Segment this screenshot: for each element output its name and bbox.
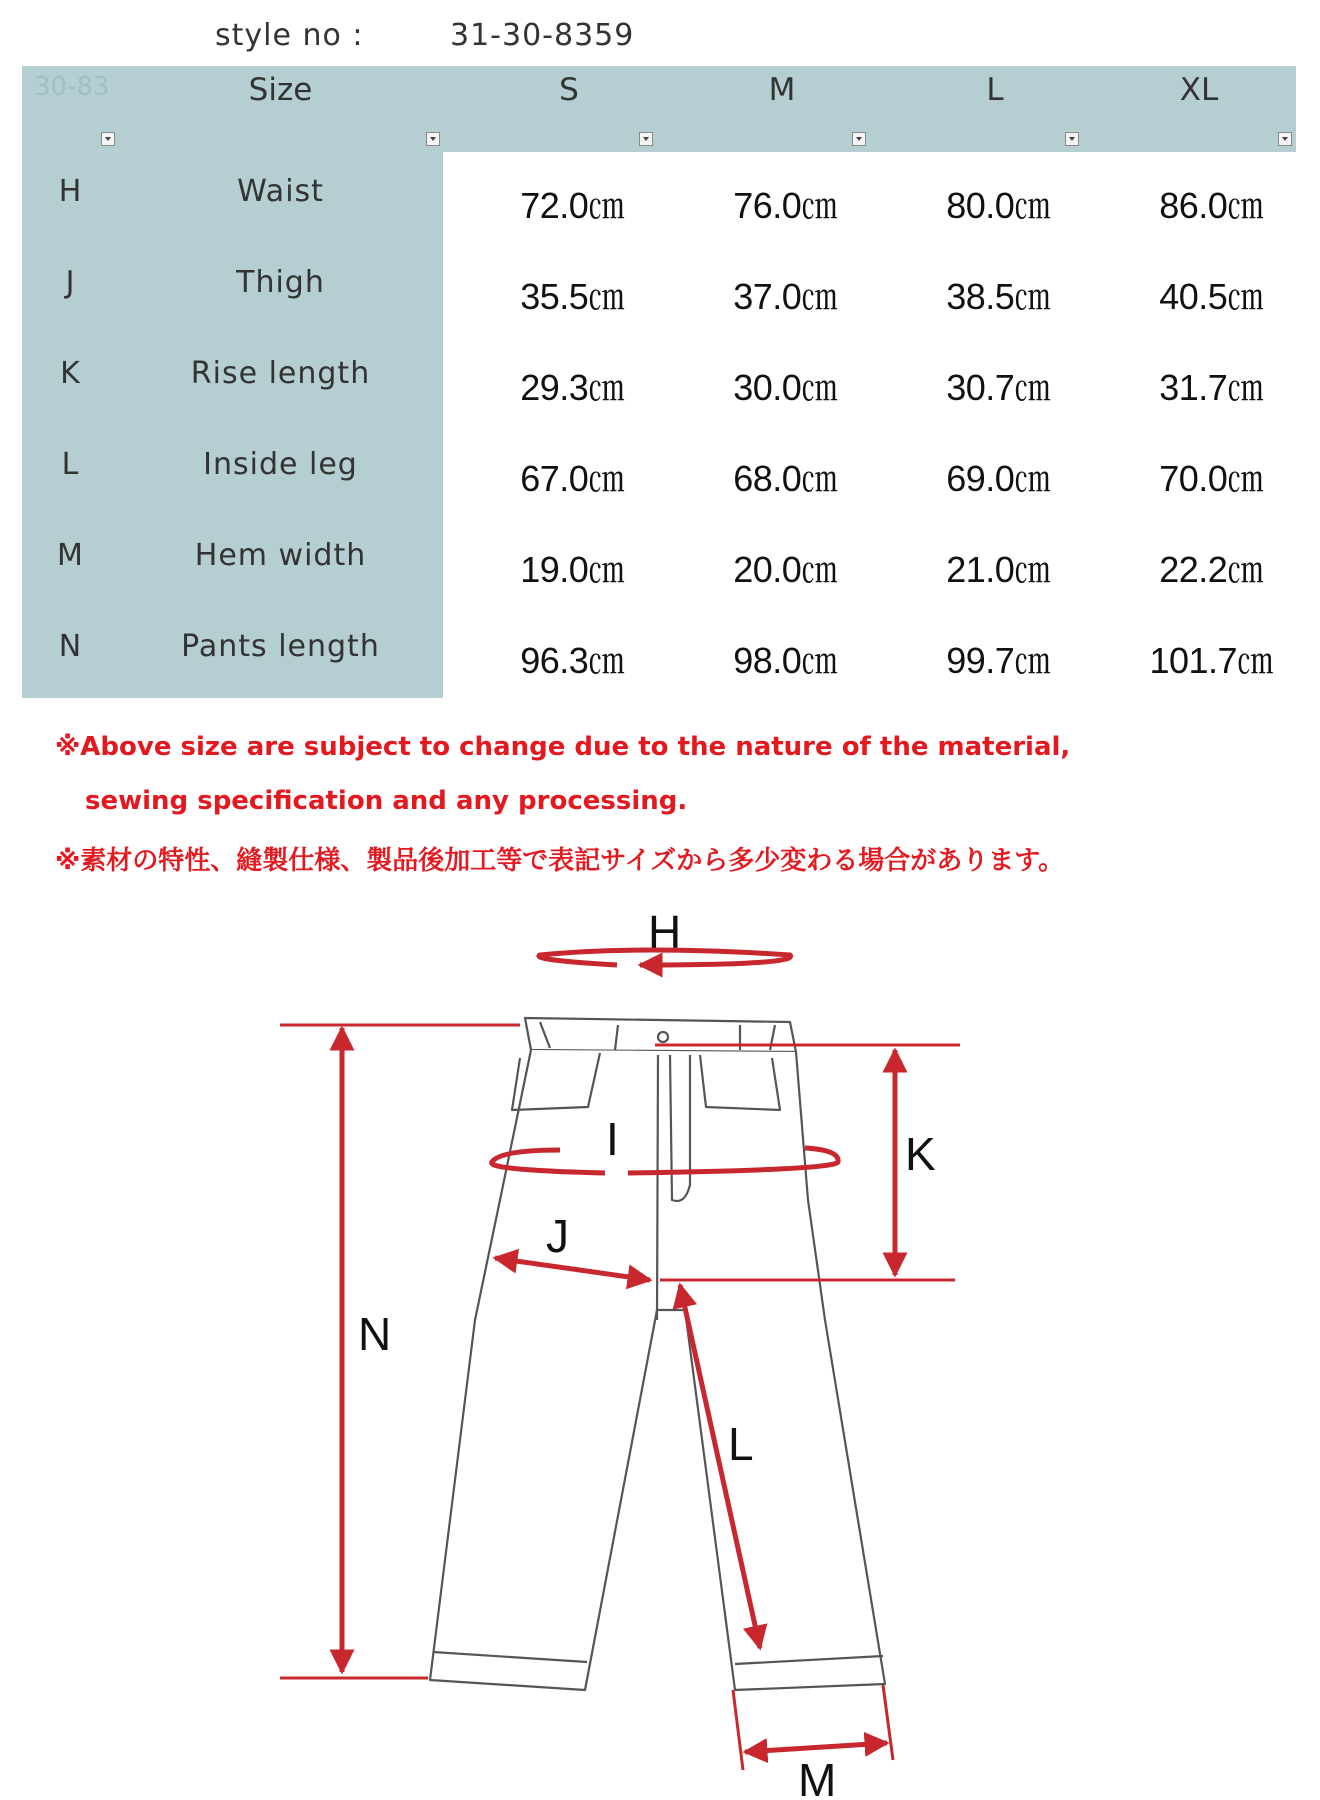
row-code: H <box>58 174 82 209</box>
cell-value: 76.0㎝ <box>733 185 837 226</box>
row-code: N <box>58 629 82 664</box>
header-size-s: S <box>559 72 579 108</box>
cell-value: 80.0㎝ <box>946 185 1050 226</box>
row-label: Waist <box>237 174 324 209</box>
row-code: M <box>57 538 83 573</box>
filter-dropdown-icon[interactable] <box>101 132 115 146</box>
style-number-value: 31-30-8359 <box>450 18 635 53</box>
table-row <box>22 243 1296 334</box>
diagram-label-l: L <box>728 1418 754 1470</box>
cell-value: 96.3㎝ <box>520 640 624 681</box>
disclaimer-jp: ※素材の特性、縫製仕様、製品後加工等で表記サイズから多少変わる場合があります。 <box>55 846 1065 876</box>
row-code: K <box>60 356 80 391</box>
cell-value: 67.0㎝ <box>520 458 624 499</box>
cell-value: 37.0㎝ <box>733 276 837 317</box>
cell-value: 30.7㎝ <box>946 367 1050 408</box>
cell-value: 38.5㎝ <box>946 276 1050 317</box>
row-label: Inside leg <box>203 447 358 482</box>
cell-value: 22.2㎝ <box>1159 549 1263 590</box>
header-corner-text: 30-83 <box>34 72 110 102</box>
cell-value: 20.0㎝ <box>733 549 837 590</box>
cell-value: 101.7㎝ <box>1149 640 1273 681</box>
row-label: Hem width <box>194 538 367 573</box>
row-label: Thigh <box>236 265 325 300</box>
disclaimer-en-line1: ※Above size are subject to change due to the nature of the material, <box>55 732 1071 762</box>
filter-dropdown-icon[interactable] <box>1065 132 1079 146</box>
size-table <box>22 66 1296 698</box>
row-code: J <box>65 265 75 300</box>
header-size-m: M <box>768 72 796 108</box>
filter-dropdown-icon[interactable] <box>426 132 440 146</box>
cell-value: 86.0㎝ <box>1159 185 1263 226</box>
table-row <box>22 334 1296 425</box>
filter-dropdown-icon[interactable] <box>639 132 653 146</box>
pants-measurement-diagram <box>0 900 1320 1800</box>
row-code: L <box>61 447 79 482</box>
style-number-row <box>0 18 1320 58</box>
cell-value: 21.0㎝ <box>946 549 1050 590</box>
header-size-label: Size <box>248 72 313 108</box>
diagram-label-n: N <box>358 1308 392 1360</box>
cell-value: 68.0㎝ <box>733 458 837 499</box>
diagram-label-k: K <box>905 1128 936 1180</box>
diagram-label-i: I <box>606 1113 619 1165</box>
cell-value: 29.3㎝ <box>520 367 624 408</box>
pants-outline <box>430 1018 885 1690</box>
cell-value: 69.0㎝ <box>946 458 1050 499</box>
diagram-label-j: J <box>546 1210 569 1262</box>
disclaimer-en-line2: sewing specification and any processing. <box>85 786 688 816</box>
cell-value: 70.0㎝ <box>1159 458 1263 499</box>
cell-value: 35.5㎝ <box>520 276 624 317</box>
cell-value: 31.7㎝ <box>1159 367 1263 408</box>
table-row <box>22 425 1296 516</box>
filter-dropdown-icon[interactable] <box>852 132 866 146</box>
header-size-l: L <box>986 72 1004 108</box>
row-label: Rise length <box>190 356 371 391</box>
diagram-label-m: M <box>798 1754 837 1800</box>
cell-value: 99.7㎝ <box>946 640 1050 681</box>
cell-value: 98.0㎝ <box>733 640 837 681</box>
table-row <box>22 152 1296 243</box>
row-label: Pants length <box>181 629 380 664</box>
table-row <box>22 607 1296 698</box>
diagram-label-h: H <box>648 906 682 958</box>
cell-value: 72.0㎝ <box>520 185 624 226</box>
header-size-xl: XL <box>1179 72 1219 108</box>
style-number-label: style no : <box>215 18 364 53</box>
cell-value: 19.0㎝ <box>520 549 624 590</box>
cell-value: 40.5㎝ <box>1159 276 1263 317</box>
filter-dropdown-icon[interactable] <box>1278 132 1292 146</box>
table-row <box>22 516 1296 607</box>
cell-value: 30.0㎝ <box>733 367 837 408</box>
